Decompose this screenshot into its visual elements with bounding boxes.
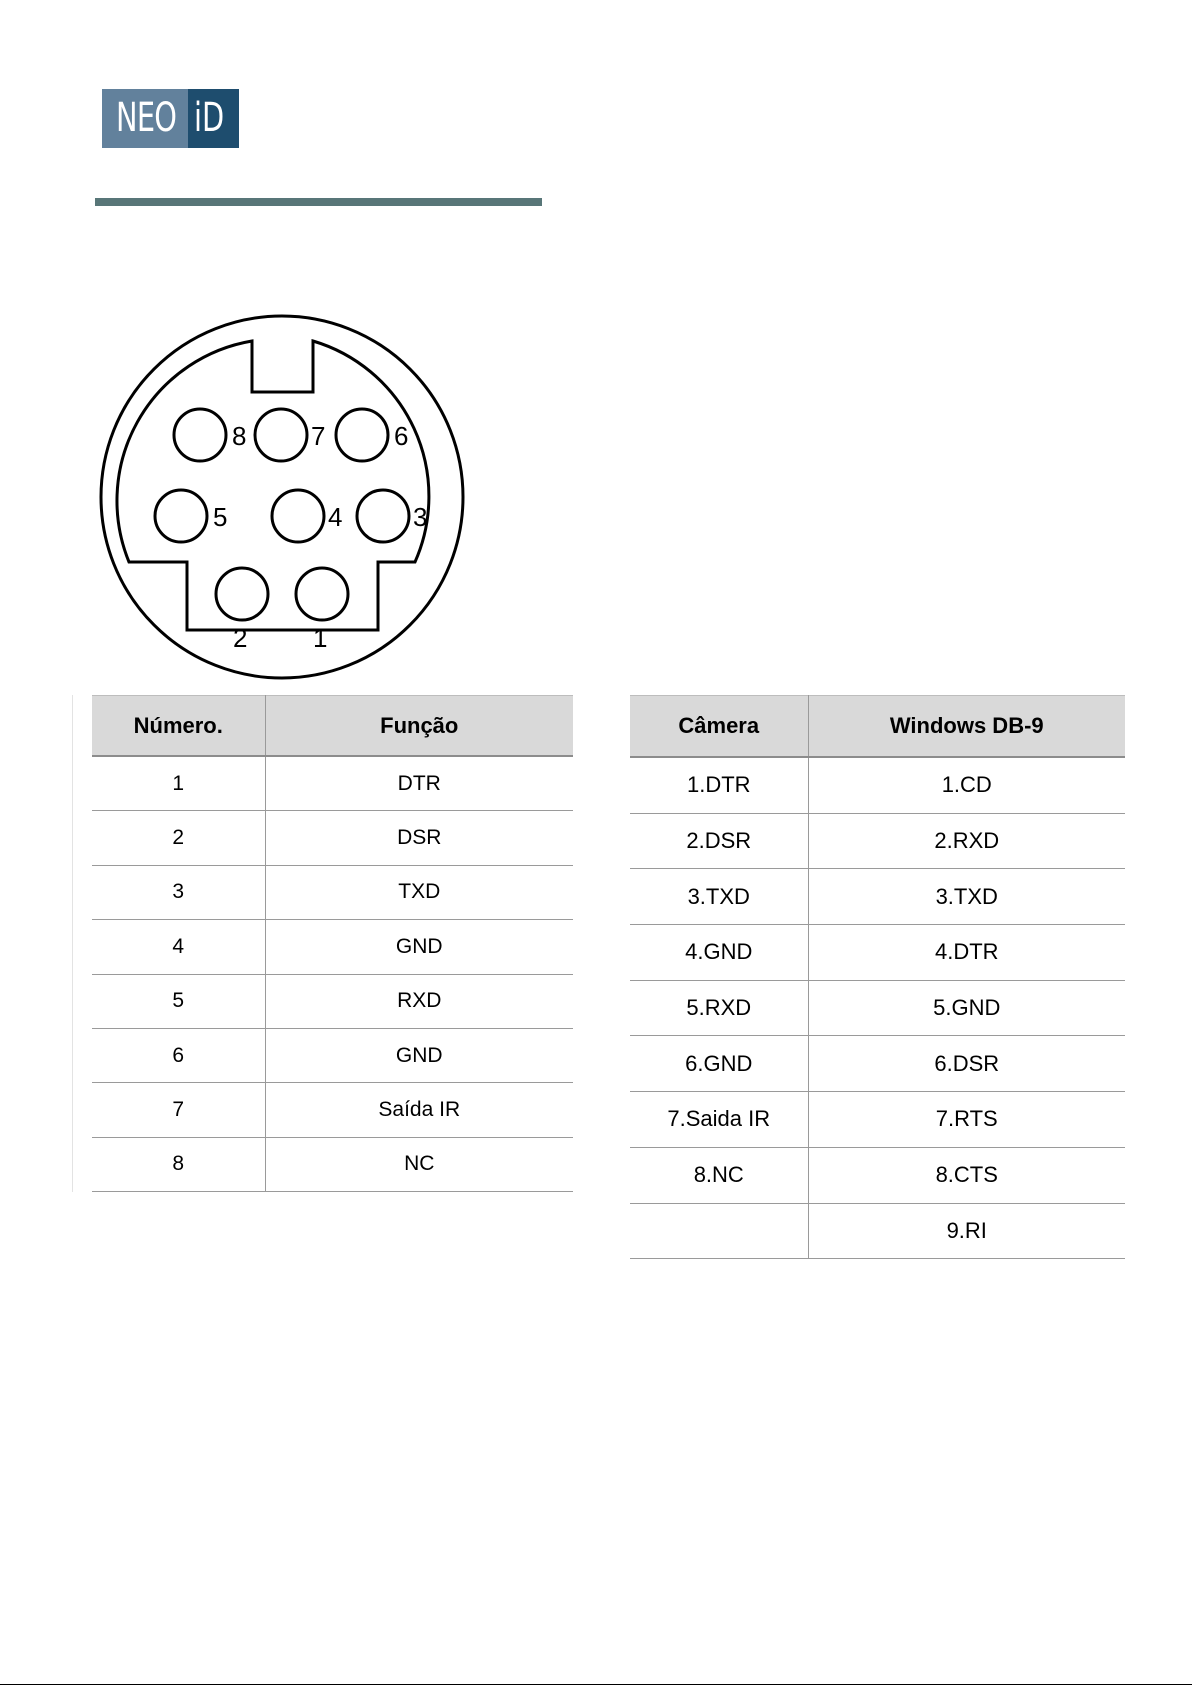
pin-function-table — [92, 695, 573, 1192]
camera-pin-cell: 7.Saida IR — [630, 1092, 808, 1148]
pin-number-cell: 2 — [92, 811, 265, 865]
pin-7-hole — [255, 409, 307, 461]
pin-number-cell: 3 — [92, 865, 265, 919]
pin-label-4: 4 — [328, 502, 343, 532]
table-row — [630, 757, 1125, 813]
pin-label-7: 7 — [311, 421, 326, 451]
pin-5-hole — [155, 490, 207, 542]
pin-3-hole — [357, 490, 409, 542]
pin-function-cell: TXD — [265, 865, 573, 919]
db9-pin-cell: 2.RXD — [808, 813, 1125, 869]
table-row — [92, 756, 573, 811]
pin-number-cell: 4 — [92, 920, 265, 974]
camera-pin-cell: 2.DSR — [630, 813, 808, 869]
pin-label-3: 3 — [413, 502, 428, 532]
table-row — [630, 980, 1125, 1036]
table-row — [630, 1147, 1125, 1203]
table-row — [92, 1137, 573, 1191]
column-header-camera: Câmera — [630, 696, 808, 758]
table-edge-line — [72, 695, 73, 1192]
db9-pin-cell: 7.RTS — [808, 1092, 1125, 1148]
table-row — [630, 869, 1125, 925]
pin-label-6: 6 — [394, 421, 409, 451]
table-row — [92, 1083, 573, 1137]
logo-text-neo: NEO — [116, 95, 177, 141]
pin-label-1: 1 — [313, 623, 328, 653]
table-row — [630, 813, 1125, 869]
pin-function-cell: DSR — [265, 811, 573, 865]
table-row — [92, 974, 573, 1028]
db9-pin-cell: 5.GND — [808, 980, 1125, 1036]
camera-pin-cell: 8.NC — [630, 1147, 808, 1203]
table-header-row — [630, 696, 1125, 758]
neoid-logo — [102, 89, 239, 148]
table-header-row — [92, 696, 573, 757]
pin-number-cell: 7 — [92, 1083, 265, 1137]
table-row — [630, 925, 1125, 981]
db9-pin-cell: 9.RI — [808, 1203, 1125, 1259]
pin-number-cell: 6 — [92, 1028, 265, 1082]
pin-label-5: 5 — [213, 502, 228, 532]
pin-number-cell: 1 — [92, 756, 265, 811]
pin-2-hole — [216, 568, 268, 620]
camera-pin-cell: 3.TXD — [630, 869, 808, 925]
db9-pin-cell: 1.CD — [808, 757, 1125, 813]
camera-pin-cell: 5.RXD — [630, 980, 808, 1036]
db9-pin-cell: 8.CTS — [808, 1147, 1125, 1203]
pin-function-cell: Saída IR — [265, 1083, 573, 1137]
pin-function-cell: RXD — [265, 974, 573, 1028]
camera-pin-cell: 1.DTR — [630, 757, 808, 813]
pin-label-8: 8 — [232, 421, 247, 451]
table-row — [92, 811, 573, 865]
db9-pin-cell: 6.DSR — [808, 1036, 1125, 1092]
pin-function-cell: GND — [265, 920, 573, 974]
table-row — [92, 1028, 573, 1082]
table-row — [92, 920, 573, 974]
pin-4-hole — [272, 490, 324, 542]
camera-pin-cell — [630, 1203, 808, 1259]
pin-8-hole — [174, 409, 226, 461]
mini-din-8-connector-diagram — [95, 310, 475, 690]
pin-number-cell: 5 — [92, 974, 265, 1028]
pin-function-cell: GND — [265, 1028, 573, 1082]
column-header-windows-db9: Windows DB-9 — [808, 696, 1125, 758]
db9-pin-cell: 4.DTR — [808, 925, 1125, 981]
camera-db9-mapping-table — [630, 695, 1125, 1259]
column-header-funcao: Função — [265, 696, 573, 757]
pin-1-hole — [296, 568, 348, 620]
table-row — [92, 865, 573, 919]
pin-label-2: 2 — [233, 623, 248, 653]
db9-pin-cell: 3.TXD — [808, 869, 1125, 925]
table-row — [630, 1092, 1125, 1148]
table-row — [630, 1203, 1125, 1259]
table-row — [630, 1036, 1125, 1092]
logo-text-id: iD — [194, 95, 225, 141]
pin-6-hole — [336, 409, 388, 461]
camera-pin-cell: 6.GND — [630, 1036, 808, 1092]
pin-function-cell: DTR — [265, 756, 573, 811]
pin-function-cell: NC — [265, 1137, 573, 1191]
header-rule — [95, 198, 542, 206]
column-header-numero: Número. — [92, 696, 265, 757]
connector-inner-outline — [117, 341, 429, 630]
pin-number-cell: 8 — [92, 1137, 265, 1191]
camera-pin-cell: 4.GND — [630, 925, 808, 981]
